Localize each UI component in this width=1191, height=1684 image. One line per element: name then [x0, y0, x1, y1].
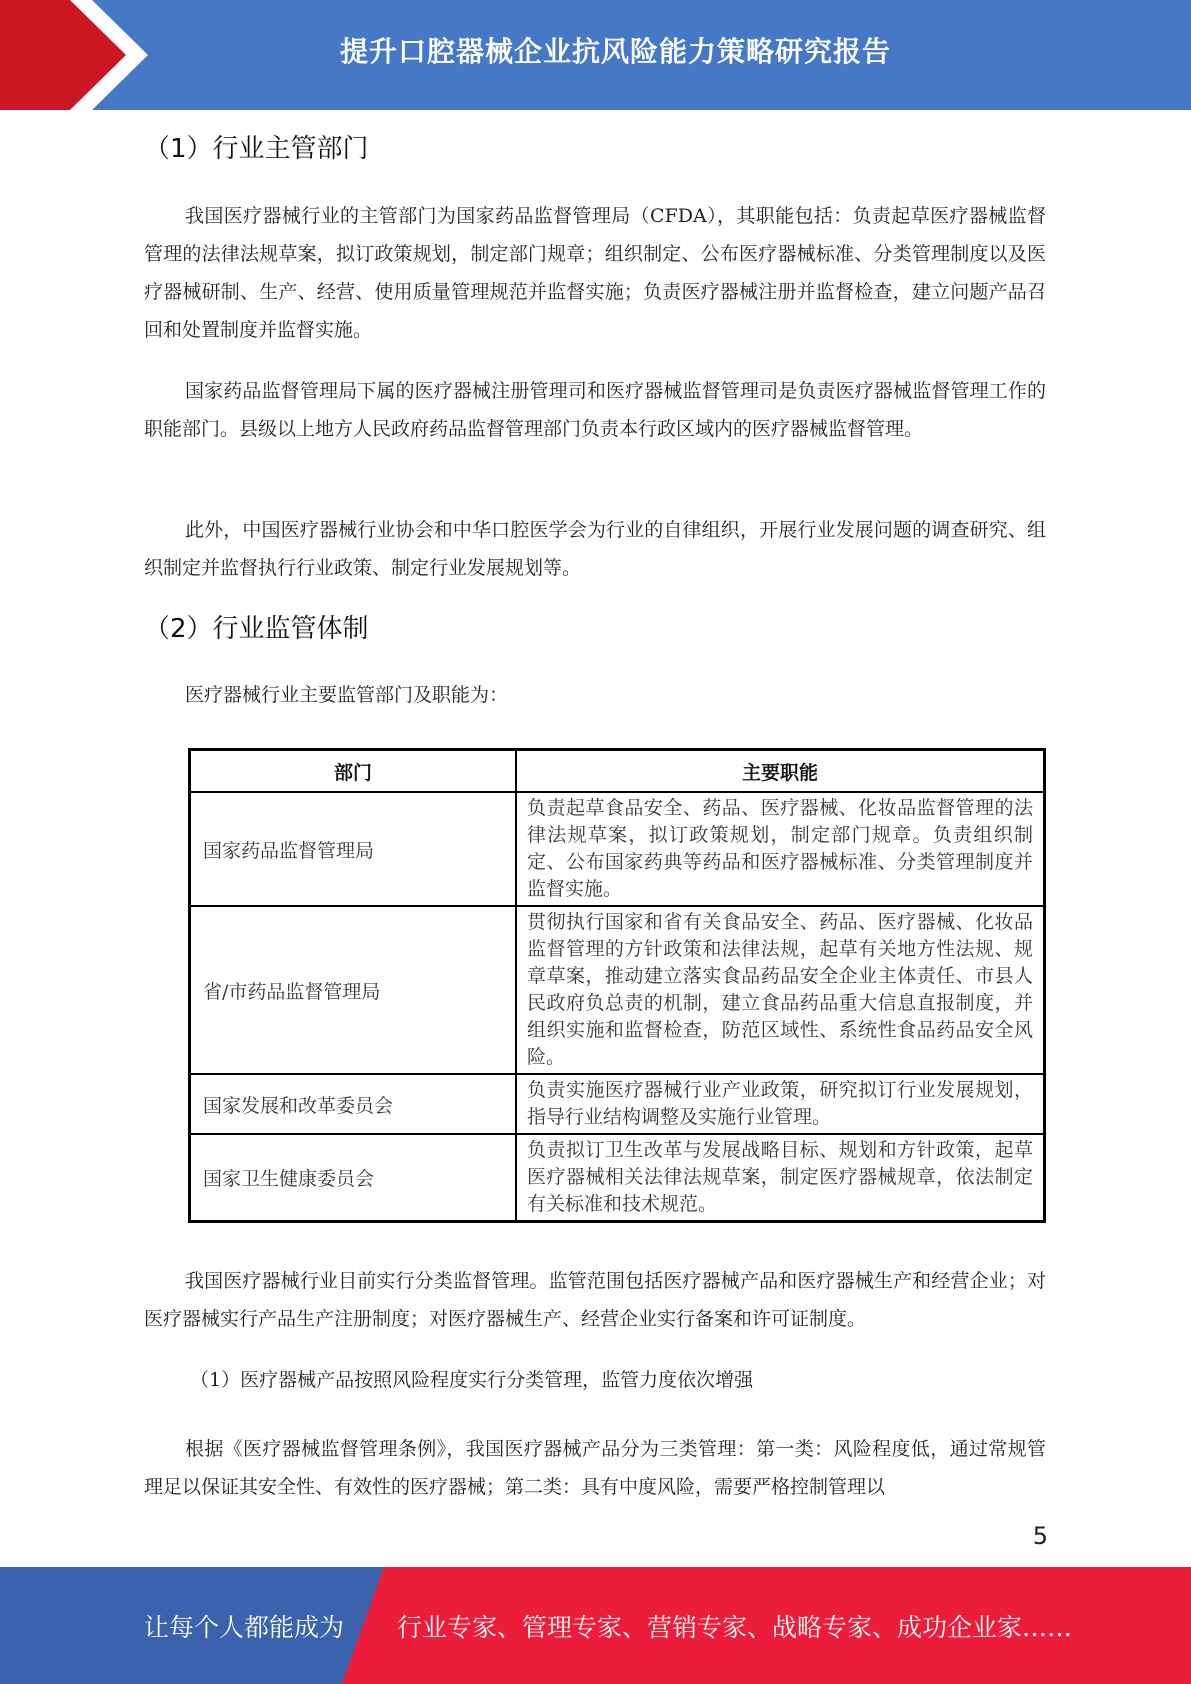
function-cell: 负责拟订卫生改革与发展战略目标、规划和方针政策，起草医疗器械相关法律法规草案，制定医疗器械规章，依法制定有关标准和技术规范。	[516, 1134, 1045, 1222]
table-header-row	[190, 750, 1045, 793]
function-cell: 负责起草食品安全、药品、医疗器械、化妆品监督管理的法律法规草案，拟订政策规划，制定部门规章。负责组织制定、公布国家药典等药品和医疗器械标准、分类管理制度并监督实施。	[516, 792, 1045, 906]
report-title: 提升口腔器械企业抗风险能力策略研究报告	[339, 35, 891, 68]
function-cell: 负责实施医疗器械行业产业政策，研究拟订行业发展规划，指导行业结构调整及实施行业管理。	[516, 1074, 1045, 1134]
section2-subheading: （1）医疗器械产品按照风险程度实行分类管理，监管力度依次增强	[190, 1369, 754, 1391]
table-row	[190, 792, 1045, 906]
section1-paragraph-3: 此外，中国医疗器械行业协会和中华口腔医学会为行业的自律组织，开展行业发展问题的调查研究、组织制定并监督执行行业政策、制定行业发展规划等。	[144, 519, 1046, 579]
dept-cell: 国家药品监督管理局	[190, 792, 517, 906]
section-heading-1: （1）行业主管部门	[144, 134, 369, 164]
section2-paragraph-2: 根据《医疗器械监督管理条例》，我国医疗器械产品分为三类管理：第一类：风险程度低，通过常规管理足以保证其安全性、有效性的医疗器械；第二类：具有中度风险，需要严格控制管理以	[144, 1438, 1046, 1498]
col-header-function: 主要职能	[516, 750, 1045, 793]
section2-paragraph-1: 我国医疗器械行业目前实行分类监督管理。监管范围包括医疗器械产品和医疗器械生产和经营企业；对医疗器械实行产品生产注册制度；对医疗器械生产、经营企业实行备案和许可证制度。	[144, 1270, 1046, 1330]
table-intro: 医疗器械行业主要监管部门及职能为：	[185, 684, 509, 706]
table-row	[190, 1134, 1045, 1222]
page-header	[0, 0, 1191, 110]
page-number: 5	[1032, 1522, 1048, 1550]
dept-cell: 国家发展和改革委员会	[190, 1074, 517, 1134]
table-row	[190, 1074, 1045, 1134]
col-header-dept: 部门	[190, 750, 517, 793]
dept-cell: 省/市药品监督管理局	[190, 906, 517, 1074]
function-cell: 贯彻执行国家和省有关食品安全、药品、医疗器械、化妆品监督管理的方针政策和法律法规，起草有关地方性法规、规章草案，推动建立落实食品药品安全企业主体责任、市县人民政府负总责的机制，建立食品药品重大信息直报制度，并组织实施和监督检查，防范区域性、系统性食品药品安全风险。	[516, 906, 1045, 1074]
regulators-table	[188, 748, 1046, 1223]
footer-slogan-left: 让每个人都能成为	[144, 1612, 345, 1642]
page-footer	[0, 1567, 1191, 1684]
section1-paragraph-2: 国家药品监督管理局下属的医疗器械注册管理司和医疗器械监督管理司是负责医疗器械监督管理工作的职能部门。县级以上地方人民政府药品监督管理部门负责本行政区域内的医疗器械监督管理。	[144, 380, 1046, 440]
dept-cell: 国家卫生健康委员会	[190, 1134, 517, 1222]
section1-paragraph-1: 我国医疗器械行业的主管部门为国家药品监督管理局（CFDA），其职能包括：负责起草医疗器械监督管理的法律法规草案，拟订政策规划，制定部门规章；组织制定、公布医疗器械标准、分类管理制度以及医疗器械研制、生产、经营、使用质量管理规范并监督实施；负责医疗器械注册并监督检查，建立问题产品召回和处置制度并监督实施。	[144, 205, 1046, 341]
section-heading-2: （2）行业监管体制	[144, 614, 369, 644]
footer-slogan-right: 行业专家、管理专家、营销专家、战略专家、成功企业家……	[397, 1612, 1073, 1642]
table-row	[190, 906, 1045, 1074]
